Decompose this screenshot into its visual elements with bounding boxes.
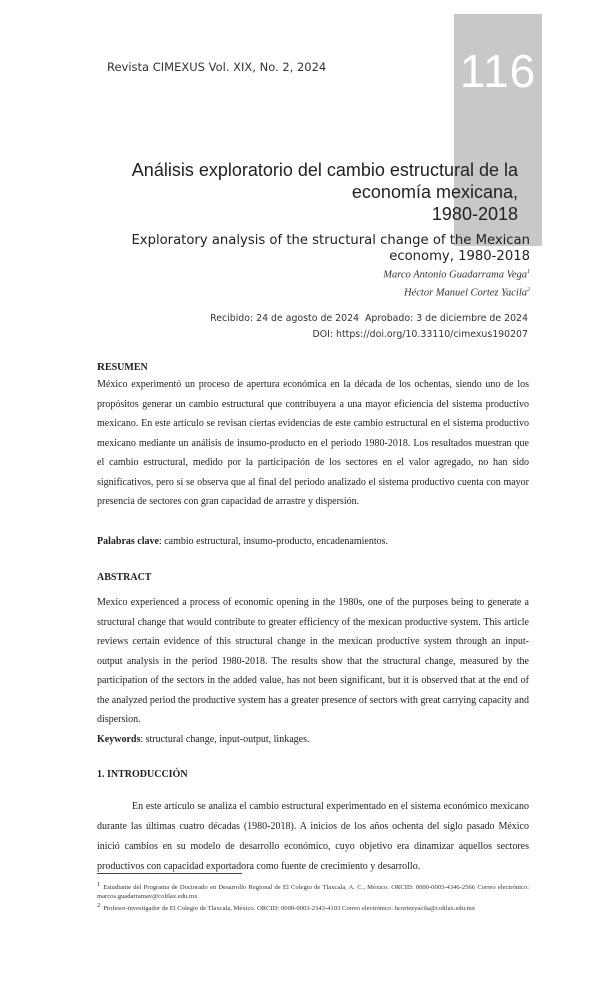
- abstract-body: Mexico experienced a process of economic opening in the 1980s, one of the purposes being to generate a structural change that would contribute to greater efficiency of the mexican productive system. This article reviews certain evidence of this structural change in the mexican productive system through an input-output analysis in the period 1980-2018. The results show that the structural change, measured by the participation of the sectors in the added value, has not been significant, but it is observed that at the end of the analyzed period the productive system has a greater presence of sectors with great carrying capacity and dispersion.: [97, 597, 529, 725]
- title-spanish-line: economía mexicana,: [351, 182, 518, 202]
- resumen-heading: RESUMEN: [97, 361, 148, 373]
- resumen-keywords: [97, 535, 529, 549]
- title-english-line: economy, 1980-2018: [389, 249, 530, 264]
- author-name: Marco Antonio Guadarrama Vega: [383, 269, 527, 281]
- footnote-mark: 1: [97, 881, 101, 888]
- author-name: Héctor Manuel Cortez Yacila: [404, 287, 527, 298]
- title-english: [60, 233, 530, 265]
- title-spanish: [98, 159, 518, 225]
- footnote-divider: [97, 873, 242, 874]
- author-footnote-mark: 2: [527, 286, 530, 293]
- title-spanish-line: Análisis exploratorio del cambio estructural de la: [131, 160, 518, 180]
- abstract-heading: ABSTRACT: [97, 572, 152, 583]
- footnote: [97, 901, 529, 913]
- introduccion-heading: 1. INTRODUCCIÓN: [97, 769, 188, 780]
- journal-name: Revista CIMEXUS Vol. XIX, No. 2, 2024: [107, 60, 327, 74]
- introduccion-body: En este artículo se analiza el cambio estructural experimentado en el sistema económico mexicano durante las últimas cuatro décadas (1980-2018). A inicios de los años ochenta del siglo pasado México inició cambios en su modelo de desarrollo económico, cuyo objetivo era dinamizar aquellos sectores productivos con capacidad exportadora como fuente de crecimiento y desarrollo.: [97, 801, 529, 872]
- doi-link[interactable]: DOI: https://doi.org/10.33110/cimexus190207: [312, 329, 528, 340]
- footnote-mark: 2: [97, 902, 101, 909]
- keywords-label: Keywords: [97, 734, 141, 745]
- footnote: [97, 880, 529, 901]
- keywords-text: : cambio estructural, insumo-producto, encadenamientos.: [158, 536, 389, 547]
- received-approved: Recibido: 24 de agosto de 2024 Aprobado: 3 de diciembre de 2024: [210, 313, 528, 324]
- title-english-line: Exploratory analysis of the structural change of the Mexican: [131, 233, 530, 248]
- article-dates: [210, 311, 528, 343]
- author-footnote-mark: 1: [527, 269, 530, 275]
- keywords-text: : structural change, input-output, linkages.: [140, 734, 310, 745]
- title-spanish-line: 1980-2018: [431, 204, 518, 224]
- footnote-text: Estudiante del Programa de Doctorado en Desarrollo Regional de El Colegio de Tlaxcala, A. C., México. ORCID: 0000-0003-4346-2566 Correo electrónico: marcos.guadarramav@coltlax.edu.mx: [97, 884, 529, 900]
- author: [383, 265, 530, 283]
- page-number: 116: [459, 45, 537, 97]
- authors: [383, 265, 530, 300]
- author: [383, 283, 530, 301]
- footnote-text: Profesor-investigador de El Colegio de Tlaxcala, México. ORCID: 0000-0003-2343-4103 Correo electrónico: hcortezyacila@coltlax.edu.mx: [103, 905, 476, 912]
- resumen-body: México experimentó un proceso de apertura económica en la década de los ochentas, siendo uno de los propósitos generar un cambio estructural que contribuyera a una mayor eficiencia del sistema productivo mexicano. En este artículo se revisan ciertas evidencias de este cambio estructural en el sistema productivo mexicano mediante un análisis de insumo-producto en el periodo 1980-2018. Los resultados muestran que el cambio estructural, medido por la participación de los sectores en el valor agregado, no han sido significativos, pero si se observa que al final del periodo analizado el sistema productivo cuenta con mayor presencia de sectores con gran capacidad de arrastre y dispersión.: [97, 379, 529, 507]
- keywords-label: Palabras clave: [97, 536, 159, 547]
- abstract-keywords: [97, 733, 529, 747]
